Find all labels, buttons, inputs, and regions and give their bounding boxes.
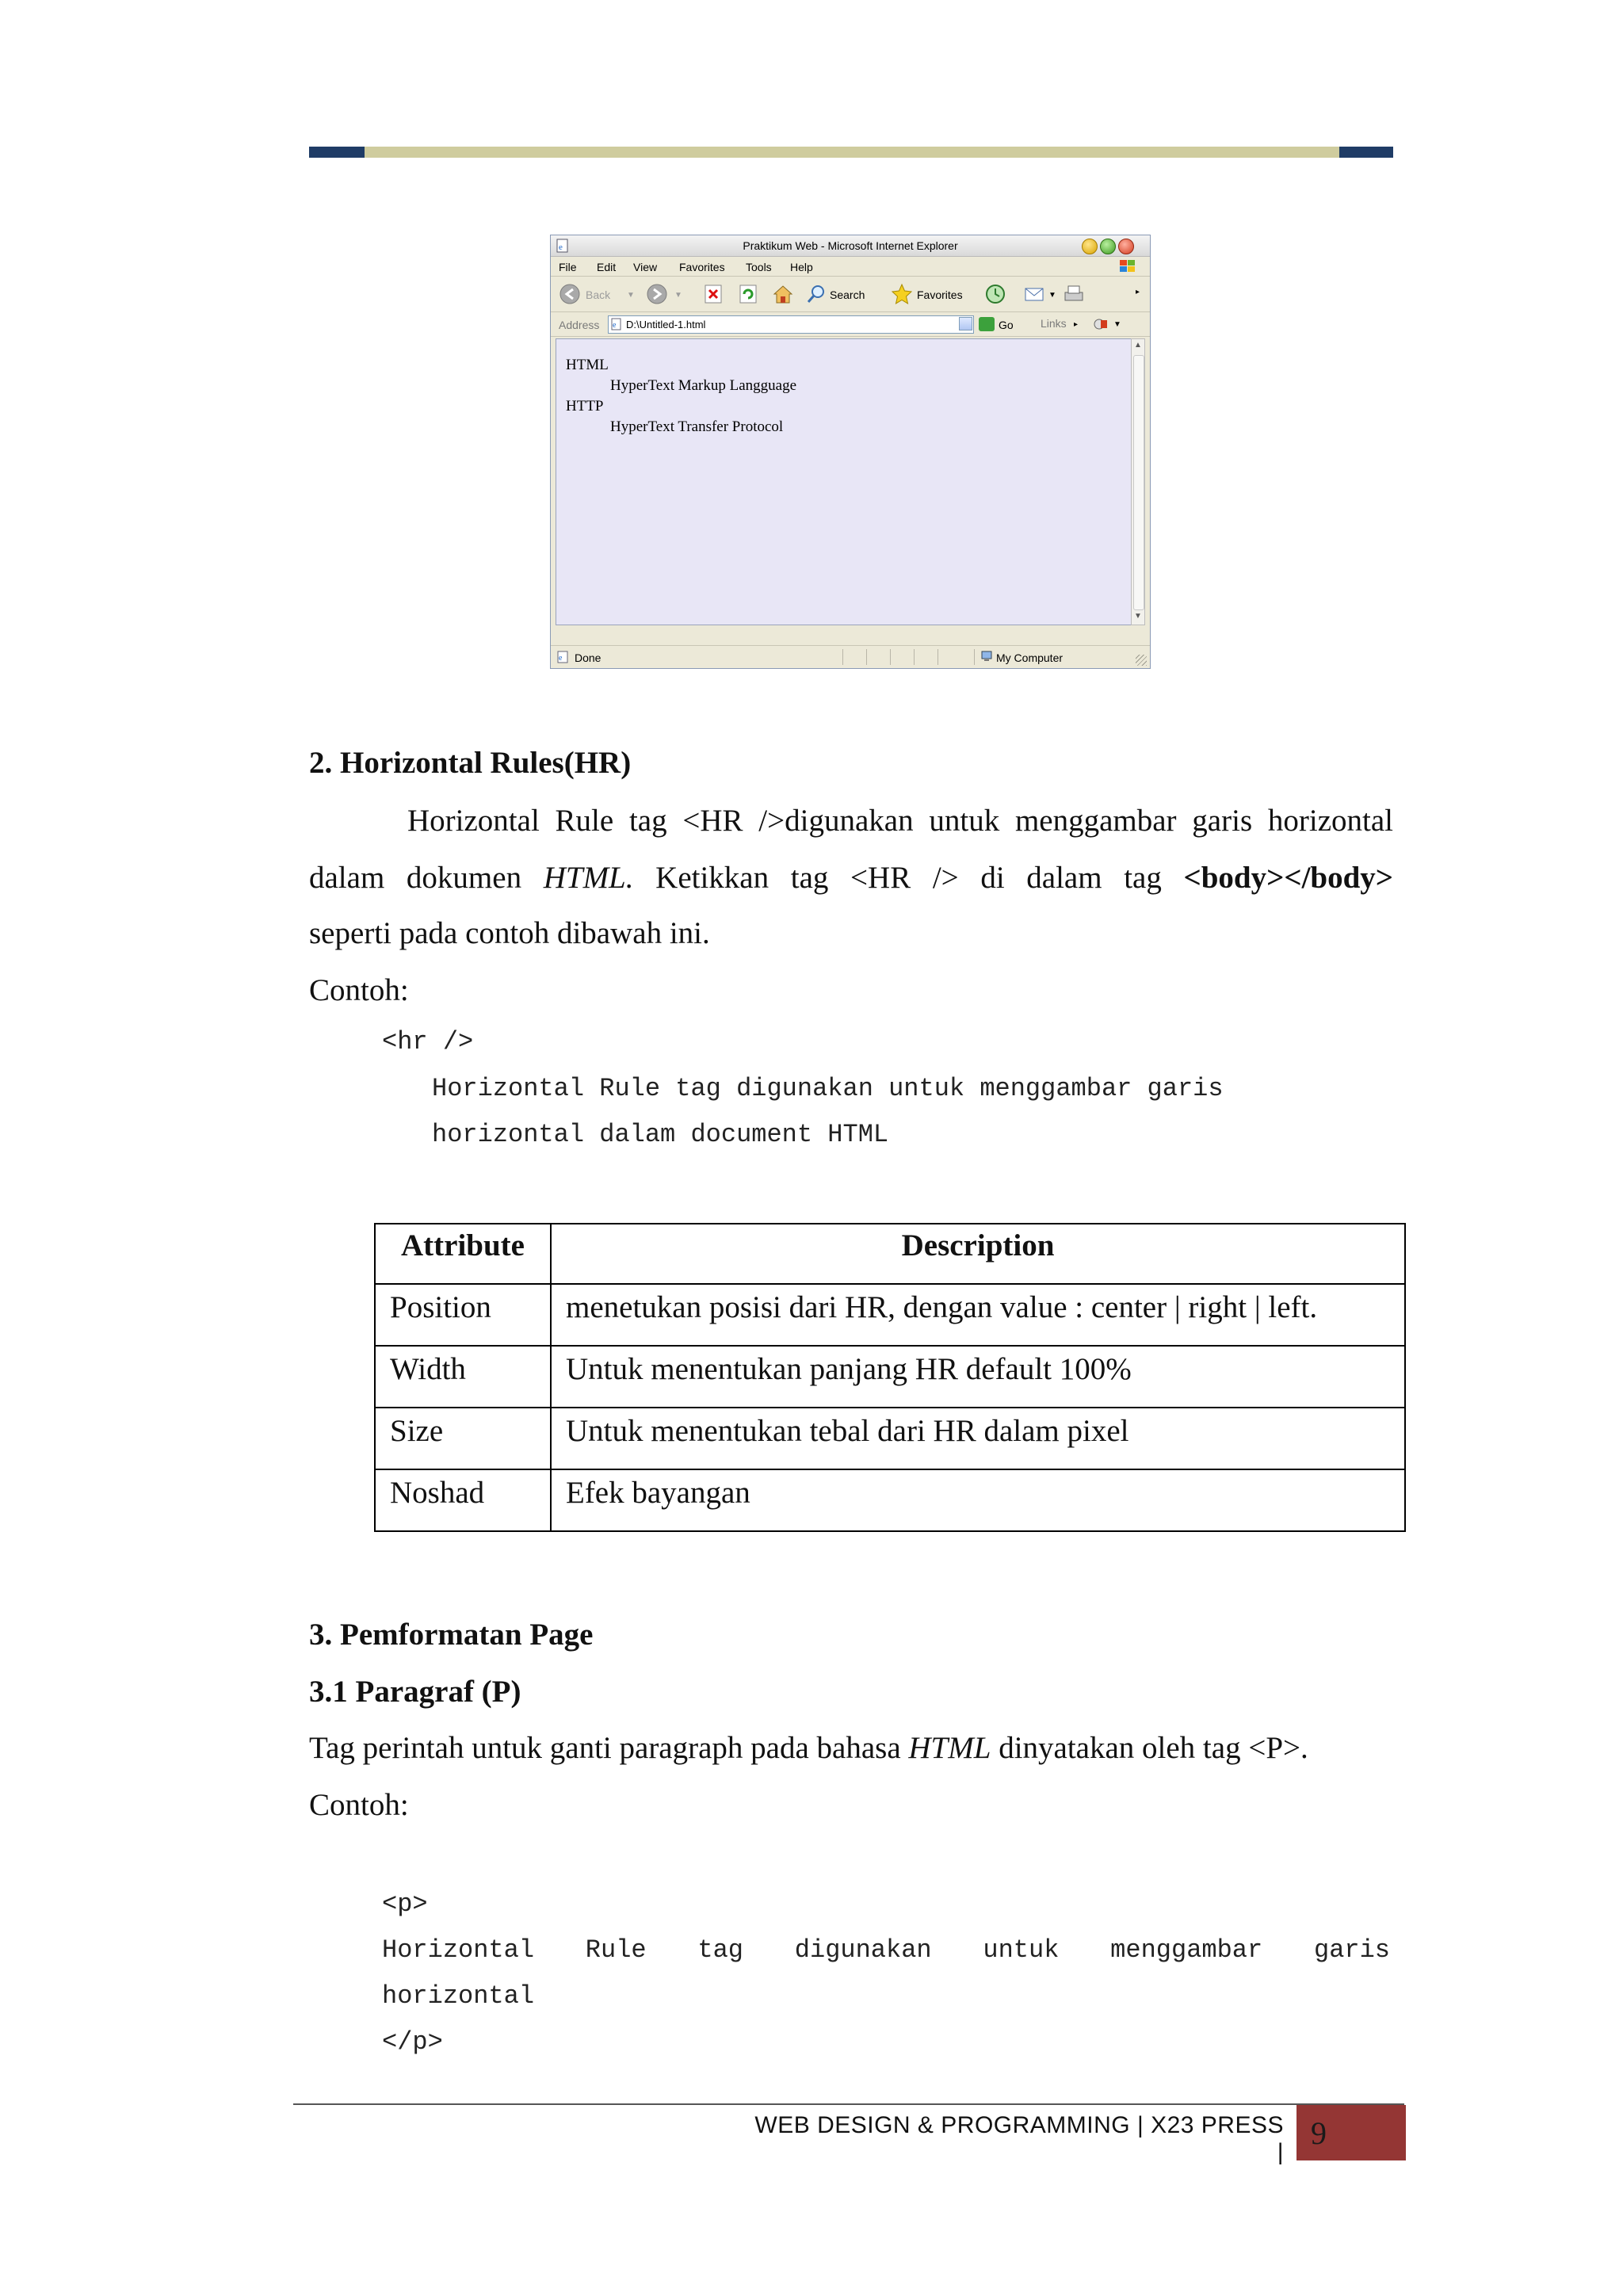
- go-arrow-icon[interactable]: [979, 317, 995, 331]
- browser-status-bar: [551, 645, 1150, 668]
- done-page-icon: [557, 651, 570, 663]
- svg-text:e: e: [559, 243, 563, 252]
- status-divider: [914, 649, 915, 665]
- table-row: [375, 1284, 1405, 1346]
- definition-term: HTML: [566, 357, 609, 373]
- definition-description: HyperText Transfer Protocol: [610, 418, 784, 435]
- menu-file[interactable]: File: [559, 261, 577, 273]
- maximize-button[interactable]: [1100, 239, 1116, 254]
- minimize-button[interactable]: [1082, 239, 1098, 254]
- svg-text:e: e: [559, 654, 563, 663]
- table-cell: Untuk menentukan panjang HR default 100%: [551, 1346, 1405, 1408]
- menu-favorites[interactable]: Favorites: [679, 261, 725, 273]
- subsection-heading: 3.1 Paragraf (P): [309, 1675, 521, 1709]
- bold-text: <body></body>: [1183, 861, 1394, 895]
- header-bar-middle: [365, 147, 1339, 158]
- status-divider: [842, 649, 843, 665]
- vertical-scrollbar[interactable]: [1131, 338, 1145, 625]
- links-chevron-icon[interactable]: ▸: [1074, 320, 1079, 329]
- example-label: Contoh:: [309, 1788, 409, 1822]
- mail-icon[interactable]: [1023, 283, 1047, 305]
- scroll-up-arrow-icon[interactable]: ▲: [1134, 341, 1142, 350]
- footer-rule: [293, 2103, 1404, 2105]
- search-icon[interactable]: [806, 283, 827, 305]
- stop-icon[interactable]: [703, 283, 724, 305]
- browser-content-area: [556, 338, 1132, 625]
- code-line: horizontal dalam document HTML: [432, 1120, 889, 1149]
- links-label[interactable]: Links: [1041, 317, 1067, 330]
- header-bar-right: [1339, 147, 1393, 158]
- code-line: Horizontal Rule tag digunakan untuk menggambar garis: [382, 1935, 1390, 1965]
- code-line: <hr />: [382, 1027, 474, 1056]
- table-cell: Width: [375, 1346, 551, 1408]
- menu-edit[interactable]: Edit: [597, 261, 617, 273]
- status-divider: [890, 649, 891, 665]
- emphasis-text: HTML.: [543, 861, 634, 895]
- table-cell: Untuk menentukan tebal dari HR dalam pixel: [551, 1408, 1405, 1469]
- browser-title-bar: [551, 235, 1150, 257]
- code-line: </p>: [382, 2027, 443, 2057]
- column-header: Description: [551, 1224, 1405, 1284]
- table-header-row: [375, 1224, 1405, 1284]
- go-label[interactable]: Go: [999, 319, 1014, 331]
- computer-icon: [980, 650, 993, 663]
- browser-window-figure: [550, 235, 1151, 669]
- address-input[interactable]: [608, 315, 974, 334]
- browser-toolbar: [551, 277, 1150, 312]
- windows-logo-icon: [1118, 258, 1137, 274]
- paragraph-line: [309, 859, 1393, 897]
- forward-dropdown-icon[interactable]: ▼: [674, 291, 682, 300]
- search-label[interactable]: Search: [830, 288, 865, 301]
- menu-tools[interactable]: Tools: [746, 261, 772, 273]
- home-icon[interactable]: [771, 283, 795, 305]
- attribute-table: [374, 1223, 1406, 1532]
- security-zone-text: My Computer: [996, 651, 1064, 664]
- text-run: dalam dokumen: [309, 861, 522, 895]
- header-bar-left: [309, 147, 365, 158]
- toolbar-extra-icon[interactable]: [1093, 317, 1110, 331]
- browser-menu-bar: [551, 257, 1150, 277]
- toolbar-overflow-icon[interactable]: ▸: [1136, 288, 1140, 296]
- back-dropdown-icon[interactable]: ▼: [627, 291, 635, 300]
- address-bar: [551, 312, 1150, 337]
- page-number: 9: [1311, 2115, 1327, 2151]
- definition-description: HyperText Markup Langguage: [610, 377, 797, 394]
- footer-text: WEB DESIGN & PROGRAMMING | X23 PRESS |: [754, 2112, 1284, 2165]
- back-label[interactable]: Back: [586, 288, 611, 301]
- status-divider: [866, 649, 867, 665]
- table-cell: Position: [375, 1284, 551, 1346]
- print-icon[interactable]: [1061, 283, 1086, 305]
- table-cell: Efek bayangan: [551, 1469, 1405, 1531]
- page-icon: [611, 318, 622, 330]
- text-run: Ketikkan tag <HR /> di dalam tag: [655, 861, 1162, 895]
- example-label: Contoh:: [309, 973, 409, 1007]
- address-label: Address: [559, 319, 600, 331]
- text-run: Tag perintah untuk ganti paragraph pada bahasa: [309, 1731, 901, 1765]
- extra-dropdown-icon[interactable]: ▼: [1113, 320, 1121, 329]
- menu-view[interactable]: View: [633, 261, 658, 273]
- menu-help[interactable]: Help: [790, 261, 813, 273]
- emphasis-text: HTML: [908, 1731, 991, 1765]
- mail-dropdown-icon[interactable]: ▼: [1048, 291, 1056, 300]
- table-cell: Noshad: [375, 1469, 551, 1531]
- section-heading: 3. Pemformatan Page: [309, 1618, 594, 1652]
- column-header: Attribute: [375, 1224, 551, 1284]
- table-row: [375, 1346, 1405, 1408]
- code-line: <p>: [382, 1889, 428, 1919]
- paragraph-line: seperti pada contoh dibawah ini.: [309, 916, 710, 950]
- forward-arrow-icon[interactable]: [646, 283, 670, 305]
- close-button[interactable]: [1118, 239, 1134, 254]
- table-row: [375, 1469, 1405, 1531]
- address-url: D:\Untitled-1.html: [626, 319, 706, 330]
- scroll-down-arrow-icon[interactable]: ▼: [1134, 612, 1142, 621]
- paragraph-line: [309, 1729, 1308, 1767]
- table-cell: Size: [375, 1408, 551, 1469]
- code-line: horizontal: [382, 1981, 535, 2011]
- paragraph-line: Horizontal Rule tag <HR />digunakan untuk menggambar garis horizontal: [407, 804, 1393, 838]
- table-row: [375, 1408, 1405, 1469]
- favorites-label[interactable]: Favorites: [917, 288, 963, 301]
- status-text: Done: [575, 651, 601, 664]
- svg-text:e: e: [613, 321, 617, 330]
- browser-title: Praktikum Web - Microsoft Internet Explorer: [743, 239, 958, 252]
- status-divider: [974, 649, 975, 665]
- refresh-icon[interactable]: [738, 283, 758, 305]
- text-run: dinyatakan oleh tag <P>.: [999, 1731, 1308, 1765]
- page-number-box: [1296, 2105, 1406, 2160]
- favorites-star-icon[interactable]: [890, 283, 914, 305]
- code-line: Horizontal Rule tag digunakan untuk menggambar garis: [432, 1074, 1224, 1103]
- address-dropdown-button[interactable]: [959, 317, 972, 330]
- history-icon[interactable]: [983, 283, 1007, 305]
- resize-grip-icon[interactable]: [1136, 655, 1147, 666]
- scroll-thumb[interactable]: [1133, 355, 1144, 610]
- section-heading: 2. Horizontal Rules(HR): [309, 746, 632, 780]
- definition-term: HTTP: [566, 398, 604, 415]
- back-arrow-icon[interactable]: [559, 283, 582, 305]
- table-cell: menetukan posisi dari HR, dengan value : center | right | left.: [551, 1284, 1405, 1346]
